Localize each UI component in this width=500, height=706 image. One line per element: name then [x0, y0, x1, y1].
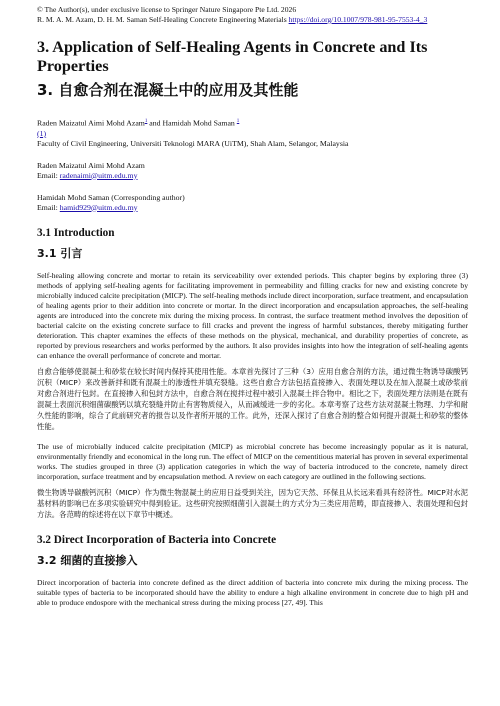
copyright-line: © The Author(s), under exclusive license to Springer Nature Singapore Pte Ltd. 2026: [37, 5, 297, 14]
section-heading-cn: 3.1 引言: [37, 246, 83, 260]
citation-line: [37, 15, 468, 25]
contact-name: Raden Maizatul Aimi Mohd Azam: [37, 160, 145, 170]
paragraph: Self-healing allowing concrete and mortar to retain its serviceability over extended periods. This chapter begins by exploring three (3) methods of applying self-healing agents for facilitating improvement in permeability and filling cracks for new and existing concrete by microbially induced calcite precipitation (MICP). The self-healing methods include direct incorporation, surface treatment, and encapsulation of healing agents prior to their addition into concrete or mortar. In the direct incorporation and encapsulation approaches, the self-healing agents are introduced into the concrete mix during the mixing process. In contrast, the surface treatment method involves the deposition of bacterial calcite on the existing concrete surface to fill cracks and prevent the ingress of harmful substances, thereby mitigating further deterioration. This chapter examines the effects of these methods on the physical, mechanical, and durability properties of concrete, as reported by previous researchers and works performed by the authors. It also provides insights into how the integration of self-healing agents can enhance the overall performance of concrete and mortar.: [37, 270, 468, 360]
section-heading: 3.1 Introduction: [37, 226, 115, 239]
contact-email-line: [37, 203, 468, 213]
author-name: Raden Maizatul Aimi Mohd Azam: [37, 118, 145, 128]
contact-block: [37, 161, 468, 181]
affiliation-ref-link[interactable]: 1: [144, 119, 148, 124]
section-heading: 3.2 Direct Incorporation of Bacteria into Concrete: [37, 533, 277, 546]
author-conjunction: and: [147, 118, 163, 128]
author-line: [37, 117, 468, 129]
paragraph: Direct incorporation of bacteria into concrete defined as the direct addition of bacteria into concrete mix during the mixing process. The suitable types of bacteria to be incorporated should have the ability to endure a high alkaline environment in concrete due to high pH and able to produce endospore with the mechanical stress during the mixing process [27, 49]. This: [37, 577, 468, 607]
paragraph: The use of microbially induced calcite precipitation (MICP) as microbial concrete has become increasingly popular as it is natural, environmentally friendly and economical in the long run. The effect of MICP on the cementitious material has proven in several experimental works. The studies grouped in three (3) application categories in which the way of bacteria introduced to the concrete, namely direct incorporation, surface treatment and by encapsulation method. A review on each category are outlined in the following sections.: [37, 441, 468, 481]
paragraph-cn: 微生物诱导碳酸钙沉积（MICP）作为微生物混凝土的应用日益受到关注，因为它天然、环保且从长远来看具有经济性。MICP对水泥基材料的影响已在多项实验研究中得到验证。这些研究按照细菌引入混凝土的方式分为三类应用范畴，即直接掺入、表面处理和包封方法。各范畴的综述将在以下章节中概述。: [37, 487, 468, 519]
contact-block: [37, 193, 468, 213]
citation-text: R. M. A. M. Azam, D. H. M. Saman Self-Healing Concrete Engineering Materials: [37, 15, 287, 24]
email-link[interactable]: hamid929@uitm.edu.my: [59, 202, 138, 212]
affiliation: [37, 129, 468, 149]
author-name: Hamidah Mohd Saman: [162, 118, 235, 128]
contact-email-line: [37, 171, 468, 181]
chapter-title-cn: 3. 自愈合剂在混凝土中的应用及其性能: [37, 81, 299, 99]
email-label: Email:: [37, 202, 60, 212]
affiliation-anchor-link[interactable]: (1): [37, 128, 47, 138]
affiliation-ref-link[interactable]: 1: [236, 119, 240, 124]
section-heading-cn: 3.2 细菌的直接掺入: [37, 553, 138, 567]
email-link[interactable]: radenaimi@uitm.edu.my: [59, 170, 138, 180]
contact-name: Hamidah Mohd Saman (Corresponding author): [37, 192, 185, 202]
paragraph-cn: 自愈合能够使混凝土和砂浆在较长时间内保持其使用性能。本章首先探讨了三种（3）应用自愈合剂的方法，通过微生物诱导碳酸钙沉积（MICP）来改善新拌和既有混凝土的渗透性并填充裂缝。这些自愈合方法包括直接掺入、表面处理以及在加入混凝土或砂浆前对愈合剂进行包封。在直接掺入和包封方法中，自愈合剂在搅拌过程中被引入混凝土拌合物中。相比之下，表面处理方法则是在既有混凝土表面沉积细菌碳酸钙以填充裂缝并防止有害物质侵入，从而减缓进一步的劣化。本章考察了这些方法对混凝土物理、力学和耐久性能的影响，综合了此前研究者的报告以及作者所开展的工作。此外，还深入探讨了自愈合剂的整合如何提升混凝土和砂浆的整体性能。: [37, 366, 468, 431]
affiliation-text: Faculty of Civil Engineering, Universiti Teknologi MARA (UiTM), Shah Alam, Selangor, Malaysia: [37, 138, 349, 148]
doi-link[interactable]: https://doi.org/10.1007/978-981-95-7553-4_3: [288, 15, 428, 24]
email-label: Email:: [37, 170, 60, 180]
chapter-title: 3. Application of Self-Healing Agents in Concrete and Its Properties: [37, 38, 428, 75]
